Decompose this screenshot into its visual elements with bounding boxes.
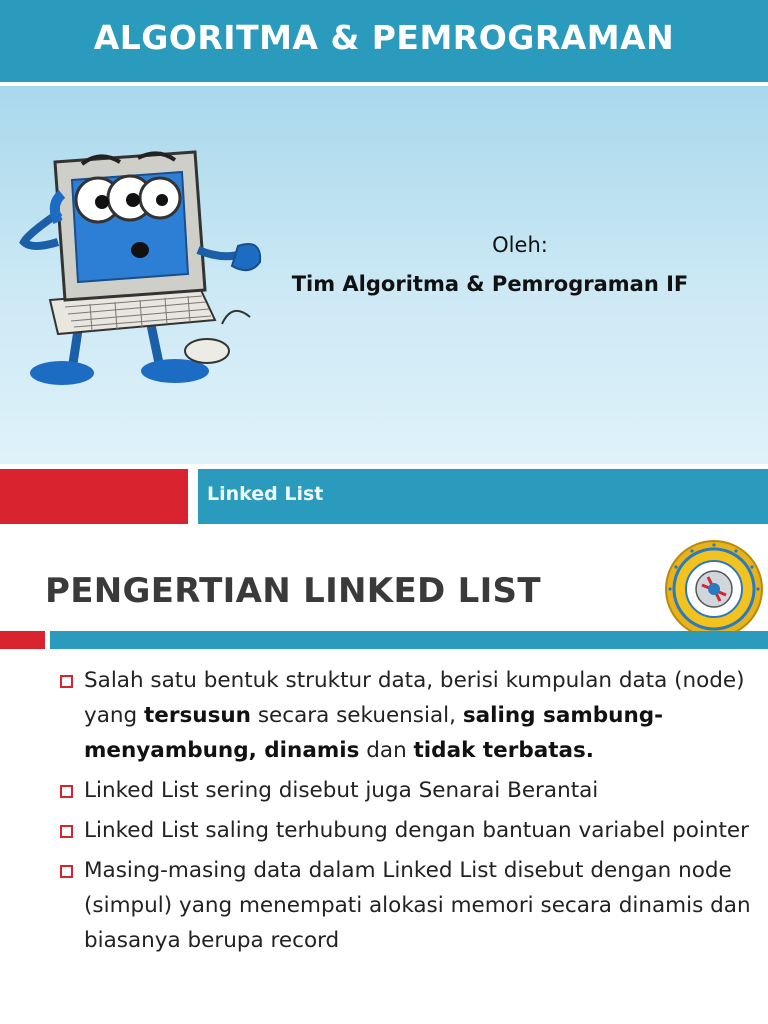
bullet-text: Linked List sering disebut juga Senarai Berantai: [84, 778, 599, 803]
red-divider: [0, 631, 45, 649]
author-name: Tim Algoritma & Pemrograman IF: [291, 272, 689, 296]
bullet-item: [60, 853, 760, 958]
blue-divider: [50, 631, 768, 649]
bullet-emphasis: tersusun: [144, 703, 251, 728]
slide-title: ALGORITMA & PEMROGRAMAN: [93, 18, 675, 57]
bullet-text: secara sekuensial,: [251, 703, 463, 728]
bullet-square-icon: [60, 825, 73, 838]
bullet-text: Linked List saling terhubung dengan bantuan variabel pointer: [84, 818, 749, 843]
bullet-item: [60, 773, 760, 808]
bullet-list: [60, 663, 760, 963]
title-underline: [0, 82, 768, 86]
bullet-emphasis: saling sambung-menyambung, dinamis: [84, 703, 664, 763]
red-accent-band: [0, 469, 188, 524]
bullet-item: [60, 663, 760, 768]
bullet-text: Salah satu bentuk struktur data, berisi kumpulan data (node) yang: [84, 668, 745, 728]
bullet-text: Masing-masing data dalam Linked List disebut dengan node (simpul) yang menempati alokasi memori secara dinamis dan biasanya berupa record: [84, 858, 751, 953]
bullet-square-icon: [60, 785, 73, 798]
bullet-square-icon: [60, 865, 73, 878]
slide-subtitle: Linked List: [207, 483, 324, 505]
author-label: Oleh:: [492, 233, 548, 257]
title-bar: [0, 0, 768, 82]
bullet-emphasis: tidak terbatas.: [413, 738, 594, 763]
bullet-item: [60, 813, 760, 848]
university-logo-icon: [664, 539, 764, 639]
bullet-text: dan: [359, 738, 414, 763]
slide-heading: PENGERTIAN LINKED LIST: [45, 571, 541, 611]
content-slide: [0, 527, 768, 1024]
bullet-square-icon: [60, 675, 73, 688]
computer-mascot-icon: [10, 142, 272, 392]
